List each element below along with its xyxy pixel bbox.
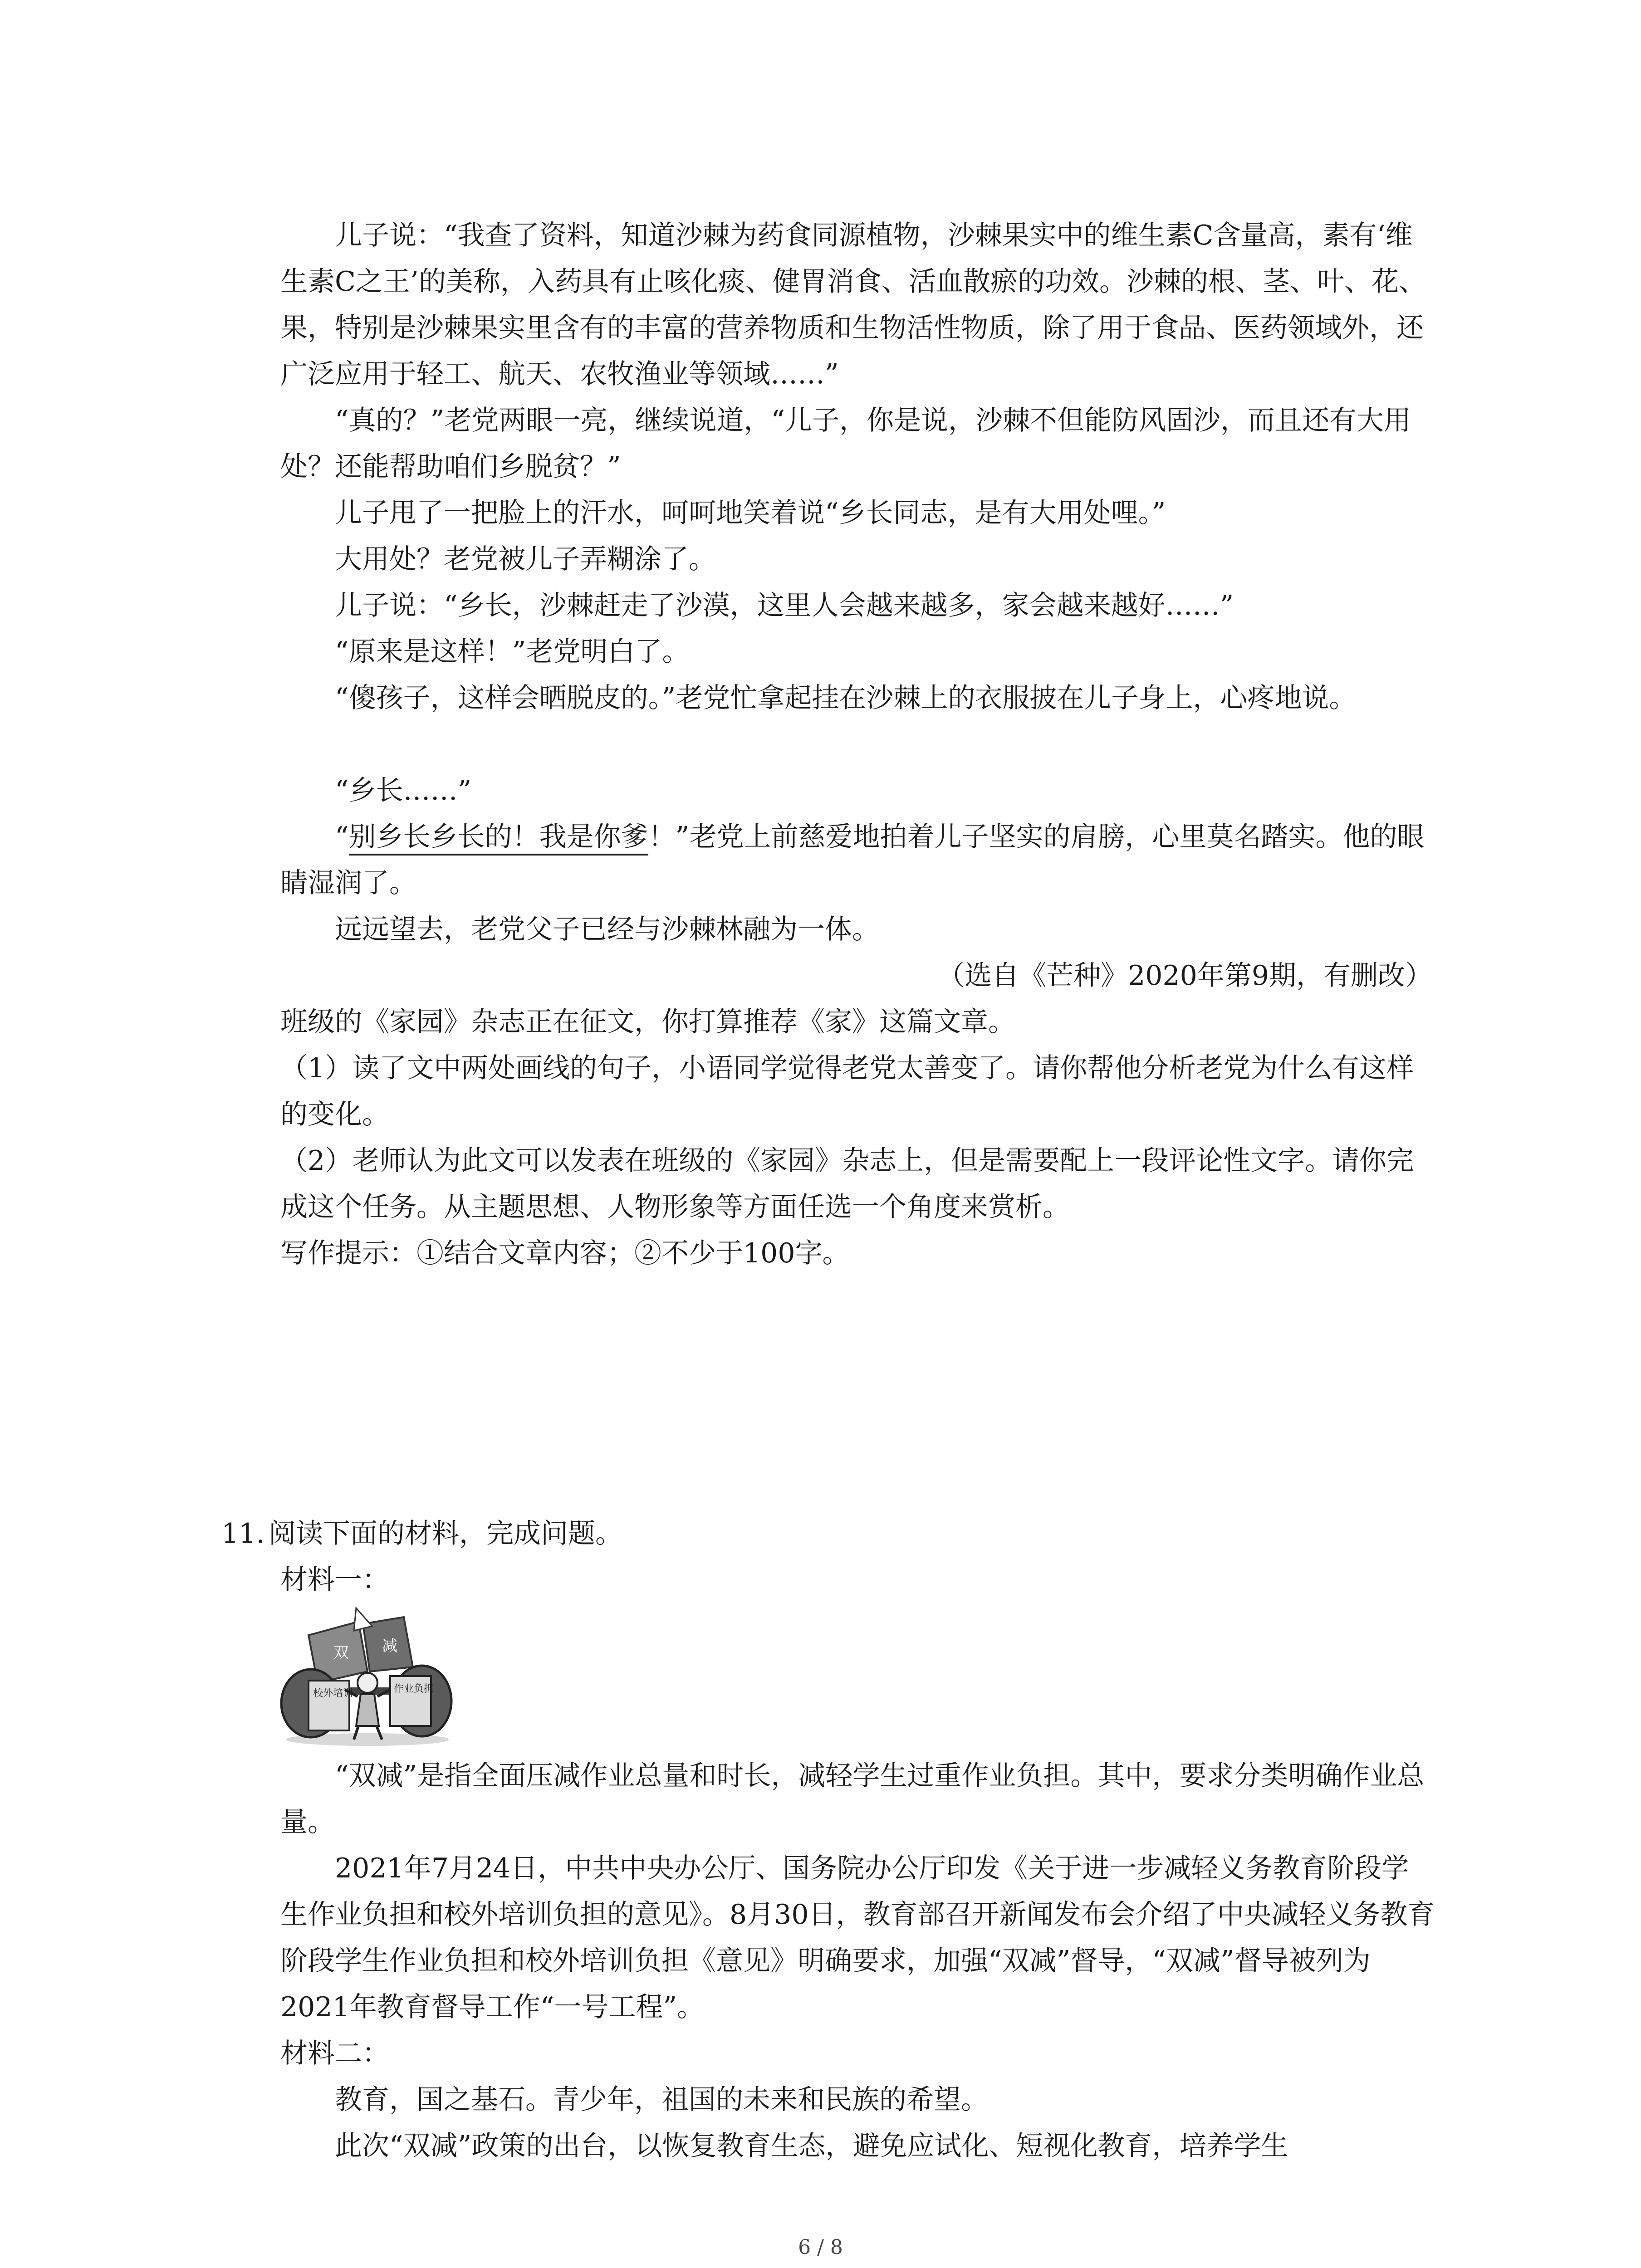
story-paragraph-3: 儿子甩了一把脸上的汗水，呵呵地笑着说“乡长同志，是有大用处哩。” [335,497,1166,529]
story-paragraph-5: 儿子说：“乡长，沙棘赶走了沙漠，这里人会越来越多，家会越来越好……” [335,590,1234,621]
underlined-sentence: 别乡长乡长的！我是你爹 [349,821,648,855]
story-paragraph-7: “傻孩子，这样会晒脱皮的。”老党忙拿起挂在沙棘上的衣服披在儿子身上，心疼地说。 [335,682,1357,714]
material-1-label: 材料一： [280,1564,389,1596]
story-paragraph-6: “原来是这样！”老党明白了。 [335,636,690,668]
story-paragraph-4: 大用处？老党被儿子弄糊涂了。 [335,543,716,575]
material-1-paragraph-2: 2021年7月24日，中共中央办公厅、国务院办公厅印发《关于进一步减轻义务教育阶段学生作业负担和校外培训负担的意见》。8月30日，教育部召开新闻发布会介绍了中央减轻义务教育阶段学生作业负担和校外培训负担《意见》明确要求，加强“双减”督导，“双减”督导被列为2021年教育督导工作“一号工程”。 [280,1853,1435,2023]
story-paragraph-2: “真的？”老党两眼一亮，继续说道，“儿子，你是说，沙棘不但能防风固沙，而且还有大用处？还能帮助咱们乡脱贫？” [280,405,1411,483]
task-question-1: （1）读了文中两处画线的句子，小语同学觉得老党太善变了。请你帮他分析老党为什么有这样的变化。 [280,1052,1414,1130]
material-2-paragraph-1: 教育，国之基石。青少年，祖国的未来和民族的希望。 [335,2084,988,2116]
box-label-right: 减 [382,1637,397,1655]
material-1-paragraph-1: “双减”是指全面压减作业总量和时长，减轻学生过重作业负担。其中，要求分类明确作业总量。 [280,1760,1425,1838]
question-number: 11. [221,1518,265,1549]
weight-label-right: 作业负担 [394,1683,434,1695]
story-paragraph-8: “乡长……” [335,775,472,807]
question-title: 阅读下面的材料，完成问题。 [269,1518,622,1549]
box-label-left: 双 [333,1644,349,1662]
task-intro: 班级的《家园》杂志正在征文，你打算推荐《家》这篇文章。 [280,1006,1015,1038]
writing-hint: 写作提示：①结合文章内容；②不少于100字。 [280,1237,850,1269]
material-2-paragraph-2: 此次“双减”政策的出台，以恢复教育生态，避免应试化、短视化教育，培养学生 [335,2130,1288,2162]
weight-label-left: 校外培训 [313,1688,353,1699]
story-paragraph-10: 远远望去，老党父子已经与沙棘林融为一体。 [335,914,879,945]
double-reduction-cartoon [277,1603,458,1749]
story-paragraph-9-rest: ！”老党上前慈爱地拍着儿子坚实的肩膀，心里莫名踏实。他的眼睛湿润了。 [280,821,1425,899]
quote-open: “ [335,821,349,853]
story-paragraph-1: 儿子说：“我查了资料，知道沙棘为药食同源植物，沙棘果实中的维生素C含量高，素有‘维生素C之王’的美称，入药具有止咳化痰、健胃消食、活血散瘀的功效。沙棘的根、茎、叶、花、果，特别是沙棘果实里含有的丰富的营养物质和生物活性物质，除了用于食品、医药领域外，还广泛应用于轻工、航天、农牧渔业等领域……” [280,220,1426,390]
source-citation: （选自《芒种》2020年第9期，有删改） [937,960,1432,992]
material-2-label: 材料二： [280,2038,389,2069]
story-paragraph-9 [280,814,1435,906]
page-number: 6 / 8 [798,2236,843,2259]
task-question-2: （2）老师认为此文可以发表在班级的《家园》杂志上，但是需要配上一段评论性文字。请你完成这个任务。从主题思想、人物形象等方面任选一个角度来赏析。 [280,1145,1414,1223]
